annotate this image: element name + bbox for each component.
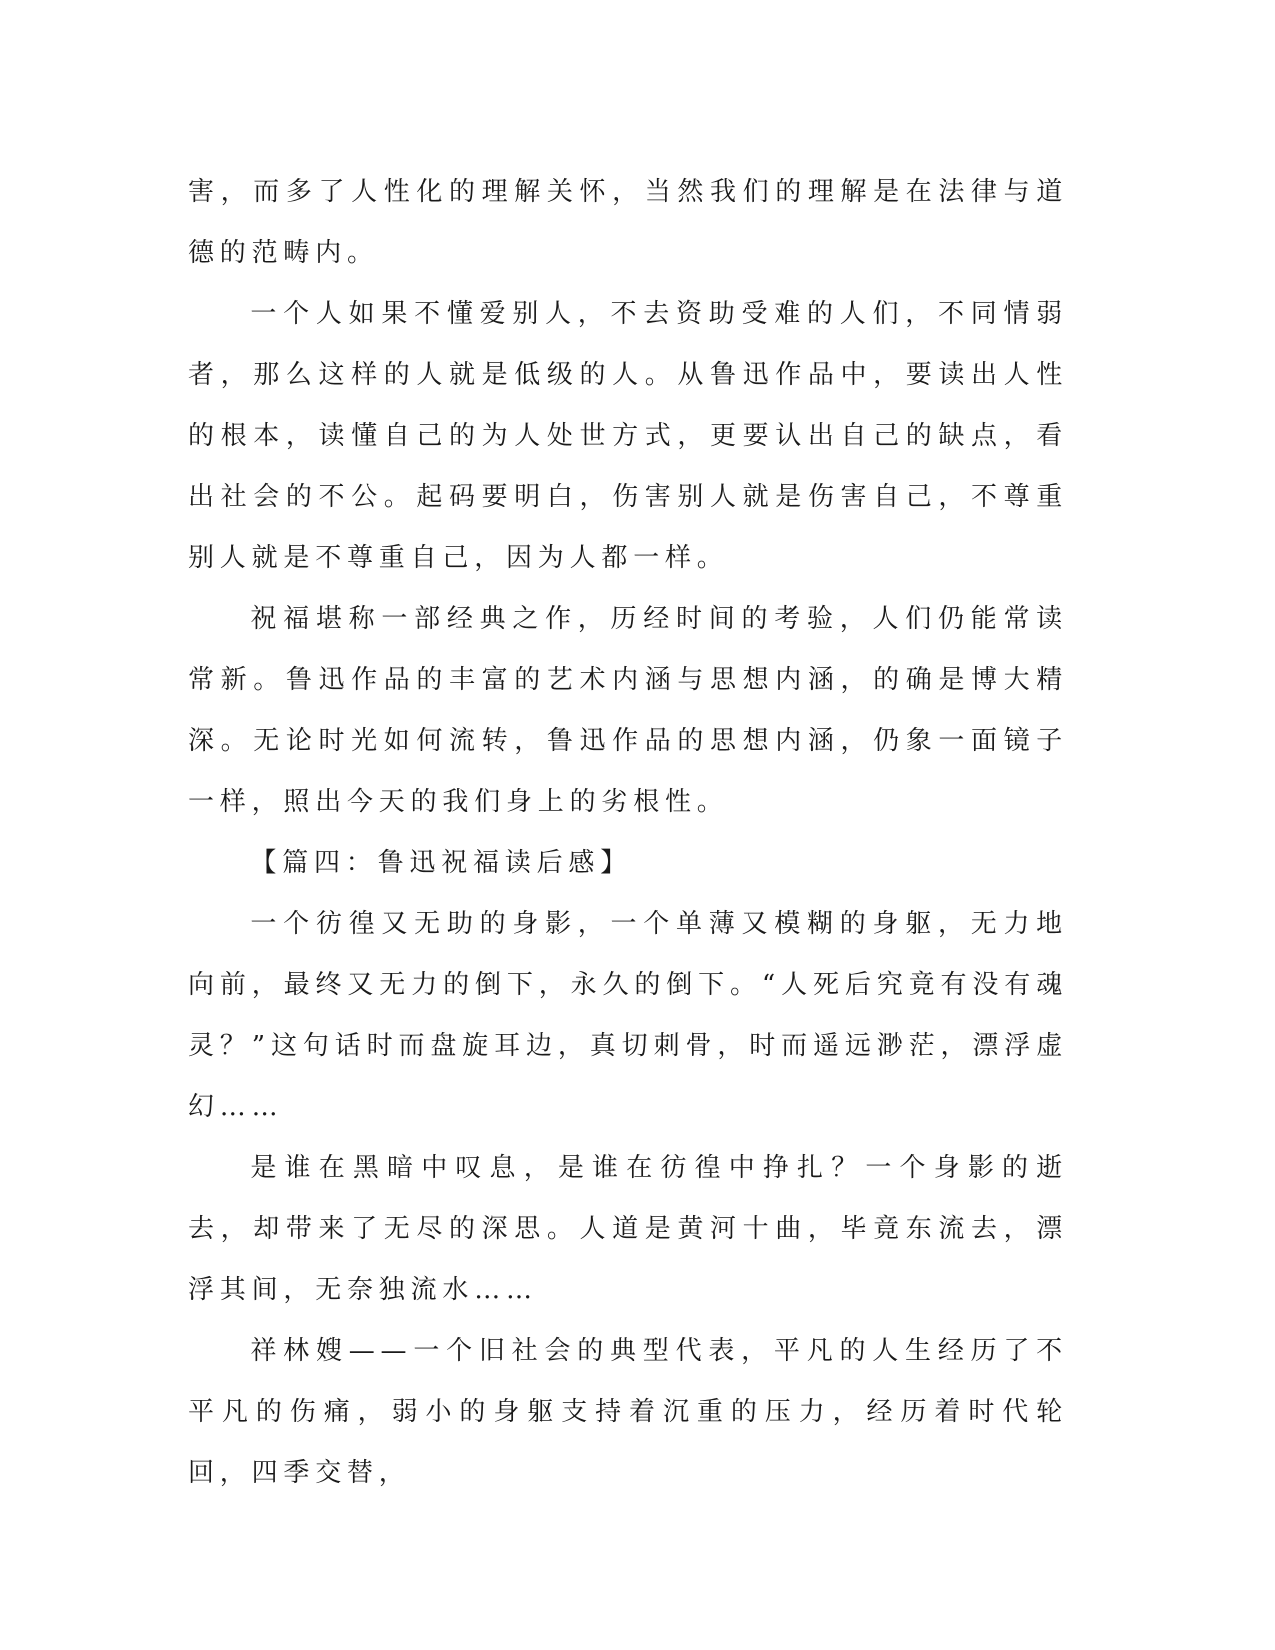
section-heading: 【篇四：鲁迅祝福读后感】 xyxy=(250,848,632,878)
paragraph: 一个人如果不懂爱别人，不去资助受难的人们，不同情弱者，那么这样的人就是低级的人。从鲁迅作品中，要读出人性的根本，读懂自己的为人处世方式，更要认出自己的缺点，看出社会的不公。起码要明白，伤害别人就是伤害自己，不尊重别人就是不尊重自己，因为人都一样。 xyxy=(188,299,1068,573)
paragraph: 一个彷徨又无助的身影，一个单薄又模糊的身躯，无力地向前，最终又无力的倒下，永久的倒下。“人死后究竟有没有魂灵？”这句话时而盘旋耳边，真切刺骨，时而遥远渺茫，漂浮虚幻…… xyxy=(188,909,1068,1122)
body-text xyxy=(188,162,1068,1504)
paragraph: 是谁在黑暗中叹息，是谁在彷徨中挣扎？一个身影的逝去，却带来了无尽的深思。人道是黄河十曲，毕竟东流去，漂浮其间，无奈独流水…… xyxy=(188,1153,1068,1305)
paragraph: 祥林嫂——一个旧社会的典型代表，平凡的人生经历了不平凡的伤痛，弱小的身躯支持着沉重的压力，经历着时代轮回，四季交替， xyxy=(188,1336,1068,1488)
paragraph-continued: 害，而多了人性化的理解关怀，当然我们的理解是在法律与道德的范畴内。 xyxy=(188,177,1068,268)
paragraph: 祝福堪称一部经典之作，历经时间的考验，人们仍能常读常新。鲁迅作品的丰富的艺术内涵与思想内涵，的确是博大精深。无论时光如何流转，鲁迅作品的思想内涵，仍象一面镜子一样，照出今天的我们身上的劣根性。 xyxy=(188,604,1068,817)
